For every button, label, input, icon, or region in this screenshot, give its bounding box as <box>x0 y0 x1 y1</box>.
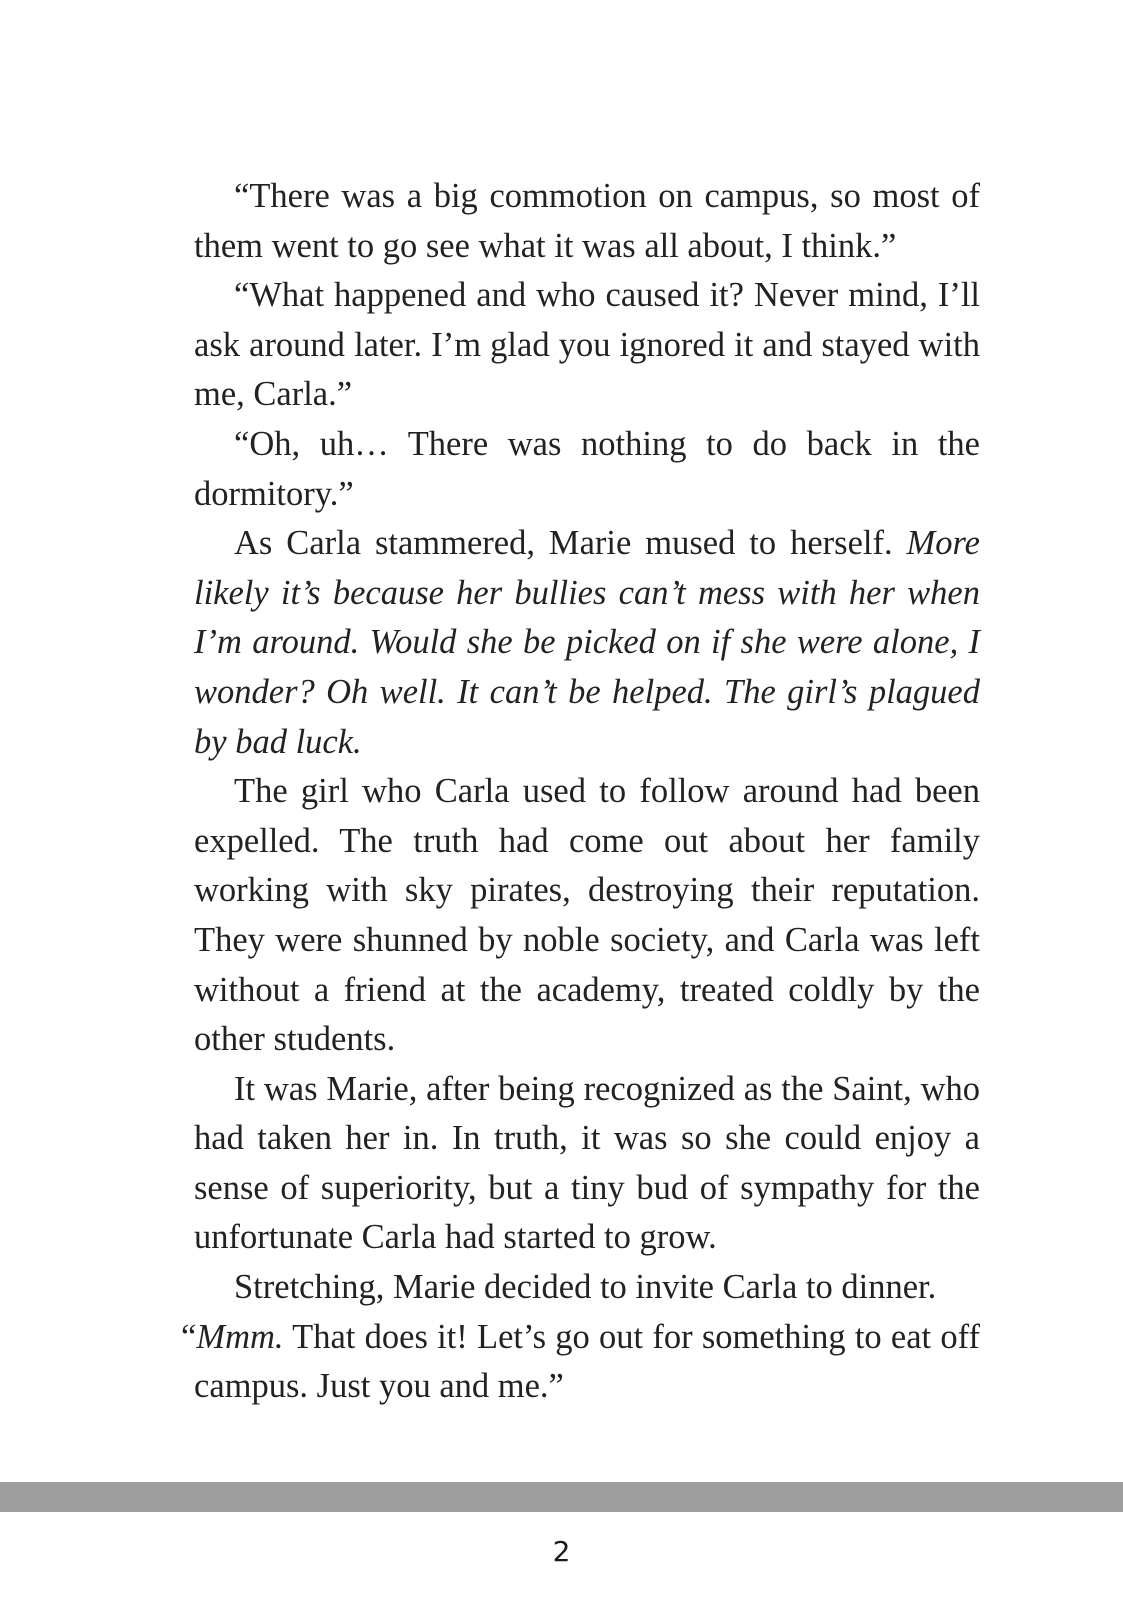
text-run: “Oh, uh… There was nothing to do back in the dormitory.” <box>194 424 980 513</box>
footer-bar <box>0 1482 1123 1512</box>
italic-text: Mmm. <box>196 1317 284 1356</box>
page-number: 2 <box>552 1535 571 1568</box>
text-run: That does it! Let’s go out for something to eat off campus. Just you and me.” <box>194 1317 980 1406</box>
paragraph <box>194 172 980 271</box>
paragraph <box>194 1065 980 1263</box>
paragraph <box>194 767 980 1065</box>
text-run: Stretching, Marie decided to invite Carla to dinner. <box>234 1268 937 1307</box>
text-run: “What happened and who caused it? Never mind, I’ll ask around later. I’m glad you ignored it and stayed with me, Carla.” <box>194 276 980 414</box>
text-run: The girl who Carla used to follow around had been expelled. The truth had come out about her family working with sky pirates, destroying their reputation. They were shunned by noble society, and Carla was left without a friend at the academy, treated coldly by the other students. <box>194 772 980 1059</box>
paragraph <box>181 1313 980 1412</box>
paragraph <box>194 271 980 420</box>
text-run: As Carla stammered, Marie mused to herself. <box>234 524 907 563</box>
body-text <box>181 172 980 1412</box>
paragraph <box>194 420 980 519</box>
text-run: “ <box>181 1317 197 1356</box>
text-run: “There was a big commotion on campus, so most of them went to go see what it was all about, I think.” <box>194 177 980 265</box>
text-run: It was Marie, after being recognized as the Saint, who had taken her in. In truth, it was so she could enjoy a sense of superiority, but a tiny bud of sympathy for the unfortunate Carla had started to grow. <box>194 1069 980 1257</box>
italic-text: More likely it’s because her bullies can’t mess with her when I’m around. Would she be picked on if she were alone, I wonder? Oh well. It can’t be helped. The girl’s plagued by bad luck. <box>194 524 980 761</box>
paragraph <box>194 1263 980 1313</box>
paragraph <box>194 519 980 767</box>
